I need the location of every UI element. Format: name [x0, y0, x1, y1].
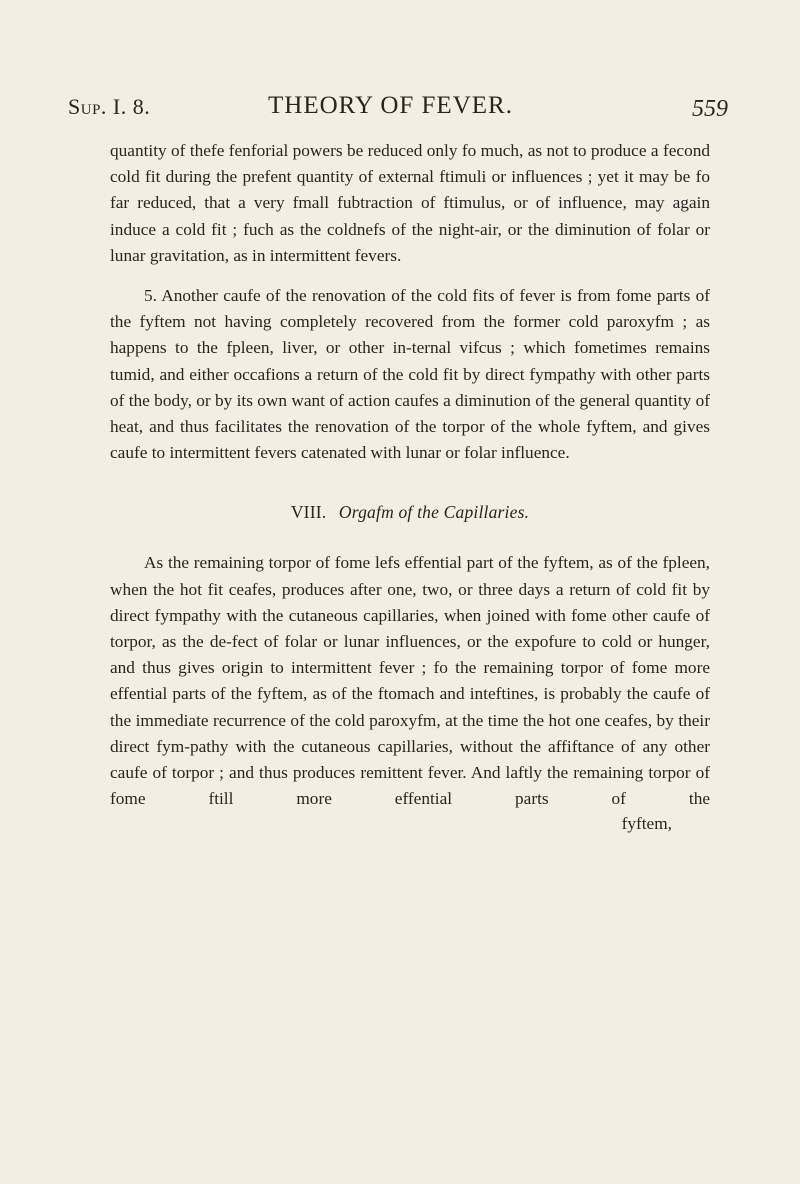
section-heading: [110, 500, 710, 524]
paragraph-5: 5. Another caufe of the renovation of the cold fits of fever is from fome parts of the fyftem not having completely recovered from the former cold paroxyfm ; as happens to the fpleen, liver, or other in-ternal vifcus ; which fometimes remains tumid, and either occafions a return of the cold fit by direct fympathy with other parts of the body, or by its own want of action caufes a diminution of the general quantity of heat, and thus facilitates the renovation of the torpor of the whole fyftem, and gives caufe to intermittent fevers catenated with lunar or folar influence.: [110, 286, 710, 463]
section-title: Orgafm of the Capillaries.: [338, 502, 530, 523]
page-number: 559: [692, 96, 728, 122]
section-reference: Sup. I. 8.: [68, 94, 151, 119]
running-title: THEORY OF FEVER.: [268, 92, 513, 119]
catchword: fyftem,: [621, 814, 672, 834]
section-number: VIII.: [290, 502, 327, 523]
body-text: [110, 138, 710, 836]
section-paragraph: As the remaining torpor of fome lefs effential part of the fyftem, as of the fpleen, when the hot fit ceafes, produces after one, two, or three days a return of cold fit by direct fympathy with the cutaneous capillaries, when joined with fome other caufe of torpor, as the de-fect of folar or lunar influences, or the expofure to cold or hunger, and thus gives origin to intermittent fever ; fo the remaining torpor of fome more effential parts of the fyftem, as of the ftomach and inteftines, is probably the caufe of the immediate recurrence of the cold paroxyfm, at the time the hot one ceafes, by their direct fym-pathy with the cutaneous capillaries, without the affiftance of any other caufe of torpor ; and thus produces remittent fever. And laftly the remaining torpor of fome ftill more effential parts of the: [110, 553, 710, 809]
paragraph-continuation: quantity of thefe fenforial powers be reduced only fo much, as not to produce a fecond cold fit during the prefent quantity of external ftimuli or influences ; yet it may be fo far reduced, that a very fmall fubtraction of ftimulus, or of influence, may again induce a cold fit ; fuch as the coldnefs of the night-air, or the diminution of folar or lunar gravitation, as in intermittent fevers.: [110, 141, 710, 265]
running-header: [68, 92, 728, 128]
